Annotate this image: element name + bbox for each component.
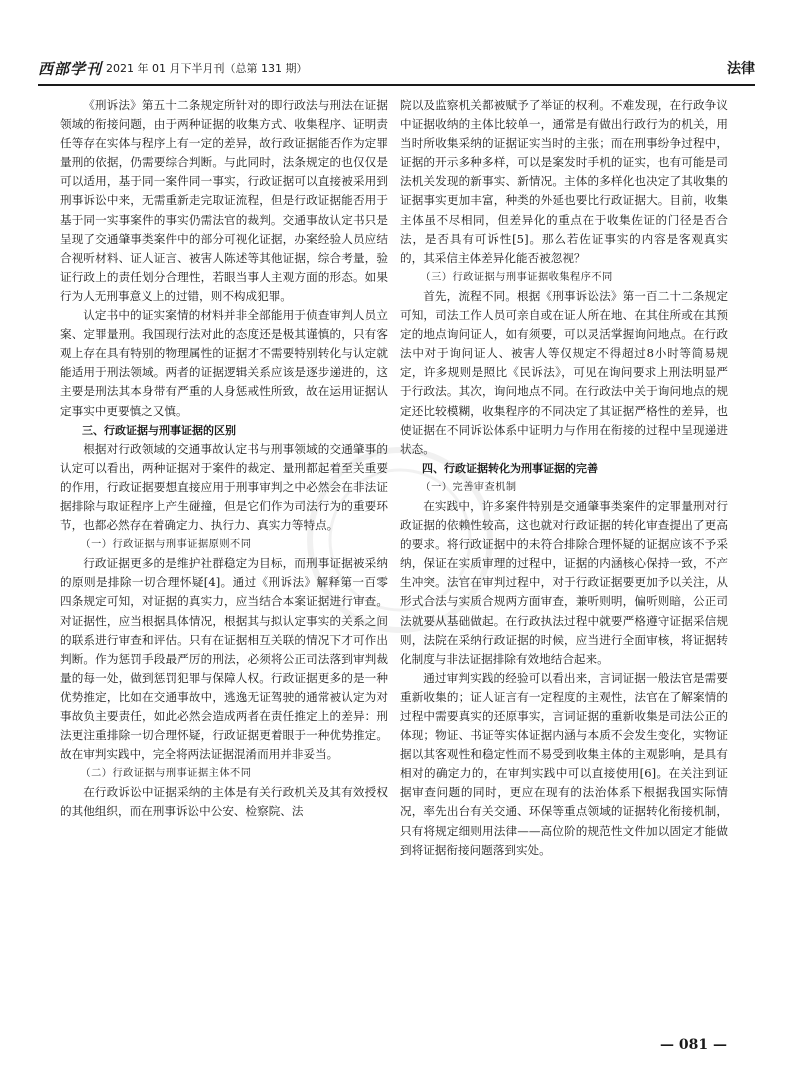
journal-logo: 西部学刊 <box>38 60 103 78</box>
right-column <box>400 96 728 860</box>
paragraph: 在行政诉讼中证据采纳的主体是有关行政机关及其有效授权的其他组织，而在刑事诉讼中公安、检察院、法 <box>60 785 388 819</box>
paragraph: 行政证据更多的是维护社群稳定为目标，而刑事证据被采纳的原则是排除一切合理怀疑[4]。通过《刑诉法》解释第一百零四条规定可知，对证据的真实力，应当结合本案证据进行审查。对证据性，应当根据具体情况，根据其与拟认定事实的关系之间的联系进行审查和评估。只有在证据相互关联的情况下才可作出判断。作为惩罚手段最严厉的刑法，必须将公正司法落到审判裁量的每一处，做到惩罚犯罪与保障人权。行政证据更多的是一种优势推定，比如在交通事故中，逃逸无证驾驶的通常被认定为对事故负主要责任，如此必然会造成两者在责任推定上的差异：刑法更注重排除一切合理怀疑，行政证据更着眼于一种优势推定。故在审判实践中，完全将两法证据混淆而用并非妥当。 <box>60 556 388 762</box>
page-number: — 081 — <box>660 1037 727 1053</box>
subsection-heading: （一）行政证据与刑事证据原则不同 <box>80 539 252 551</box>
left-column <box>60 96 388 822</box>
section-name: 法律 <box>727 61 755 77</box>
paragraph: 认定书中的证实案情的材料并非全部能用于侦查审判人员立案、定罪量刑。我国现行法对此的态度还是极其谨慎的，只有客观上存在具有特别的物理属性的证据才不需要特别转化与认定就能适用于刑法领域。两者的证据逻辑关系应该是逐步递进的，这主要是刑法其本身带有严重的人身惩戒性所致，故在运用证据认定事实中更要慎之又慎。 <box>60 308 388 418</box>
paragraph: 首先，流程不同。根据《刑事诉讼法》第一百二十二条规定可知，司法工作人员可亲自或在证人所在地、在其住所或在其预定的地点询问证人，如有须要，可以灵活掌握询问地点。在行政法中对于询问证人、被害人等仅规定不得超过8小时等简易规定，许多规则是照比《民诉法》，可见在询问要求上刑法明显严于行政法。其次，询问地点不同。在行政法中关于询问地点的规定还比较模糊，收集程序的不同决定了其证据严格性的差异，也使证据在不同诉讼体系中证明力与作用在衔接的过程中呈现递进状态。 <box>400 288 728 456</box>
paragraph: 根据对行政领域的交通事故认定书与刑事领域的交通肇事的认定可以看出，两种证据对于案件的裁定、量刑都起着至关重要的作用，行政证据要想直接应用于刑事审判之中必然会在非法证据排除与取证程序上产生碰撞，但是它们作为司法行为的重要环节，也都必然存在着确定力、执行力、真实力等特点。 <box>60 441 388 533</box>
header-rule <box>38 84 755 86</box>
paragraph-continued: 院以及监察机关都被赋予了举证的权利。不难发现，在行政争议中证据收纳的主体比较单一，通常是有做出行政行为的机关，用当时所收集采纳的证据证实当时的主张；而在刑事纷争过程中，证据的开示多种多样，可以是案发时手机的证实，也有可能是司法机关发现的新事实、新情况。主体的多样化也决定了其收集的证据事实更加丰富，种类的外延也要比行政证据大。目前，收集主体虽不尽相同，但差异化的重点在于收集佐证的门径是否合法，是否具有可诉性[5]。那么若佐证事实的内容是客观真实的，其采信主体差异化能否被忽视？ <box>400 98 728 265</box>
section-heading: 四、行政证据转化为刑事证据的完善 <box>422 461 598 475</box>
paragraph: 通过审判实践的经验可以看出来，言词证据一般法官是需要重新收集的；证人证言有一定程度的主观性，法官在了解案情的过程中需要真实的还原事实，言词证据的重新收集是司法公正的体现；物证、书证等实体证据内涵与本质不会发生变化，实物证据以其客观性和稳定性而不易受到收集主体的主观影响，是具有相对的确定力的，在审判实践中可以直接使用[6]。在关注到证据审查问题的同时，更应在现有的法治体系下根据我国实际情况，率先出台有关交通、环保等重点领域的证据转化衔接机制，只有将规定细则用法律——高位阶的规范性文件加以固定才能做到将证据衔接问题落到实处。 <box>400 670 728 857</box>
paragraph: 在实践中，许多案件特别是交通肇事类案件的定罪量刑对行政证据的依赖性较高，这也就对行政证据的转化审查提出了更高的要求。将行政证据中的未符合排除合理怀疑的证据应该不予采纳，保证在实质审理的过程中，证据的内涵核心保持一致，不产生冲突。法官在审判过程中，对于行政证据要更加予以关注，从形式合法与实质合规两方面审查，兼听则明，偏听则暗，公正司法就要从基础做起。在行政执法过程中就要严格遵守证据采信规则，法院在采纳行政证据的时候，应当进行全面审核，将证据转化制度与非法证据排除有效地结合起来。 <box>400 498 728 666</box>
issue-info: 2021 年 01 月下半月刊（总第 131 期） <box>106 62 308 75</box>
section-heading: 三、行政证据与刑事证据的区别 <box>82 423 236 437</box>
subsection-heading: （三）行政证据与刑事证据收集程序不同 <box>420 271 613 283</box>
paragraph: 《刑诉法》第五十二条规定所针对的即行政法与刑法在证据领域的衔接问题，由于两种证据的收集方式、收集程序、证明责任等存在实体与程序上有一定的差异，故行政证据能否作为定罪量刑的依据，仍需要综合判断。与此同时，法条规定的也仅仅是可以适用，基于同一案件同一事实，行政证据可以直接被采用到刑事诉讼中来，无需重新走完取证流程，但是行政证据能否用于基于同一实事案件的事实仍需法官的裁判。交通事故认定书只是呈现了交通肇事类案件中的部分可视化证据，办案经验人员应结合视听材料、证人证言、被害人陈述等其他证据，综合考量，验证行政上的责任划分合理性，若眼当事人主观方面的形态。如果行为人无刑事意义上的过错，则不构成犯罪。 <box>60 98 388 303</box>
page-header <box>38 58 755 80</box>
subsection-heading: （二）行政证据与刑事证据主体不同 <box>80 768 252 780</box>
subsection-heading: （一）完善审查机制 <box>420 481 517 493</box>
